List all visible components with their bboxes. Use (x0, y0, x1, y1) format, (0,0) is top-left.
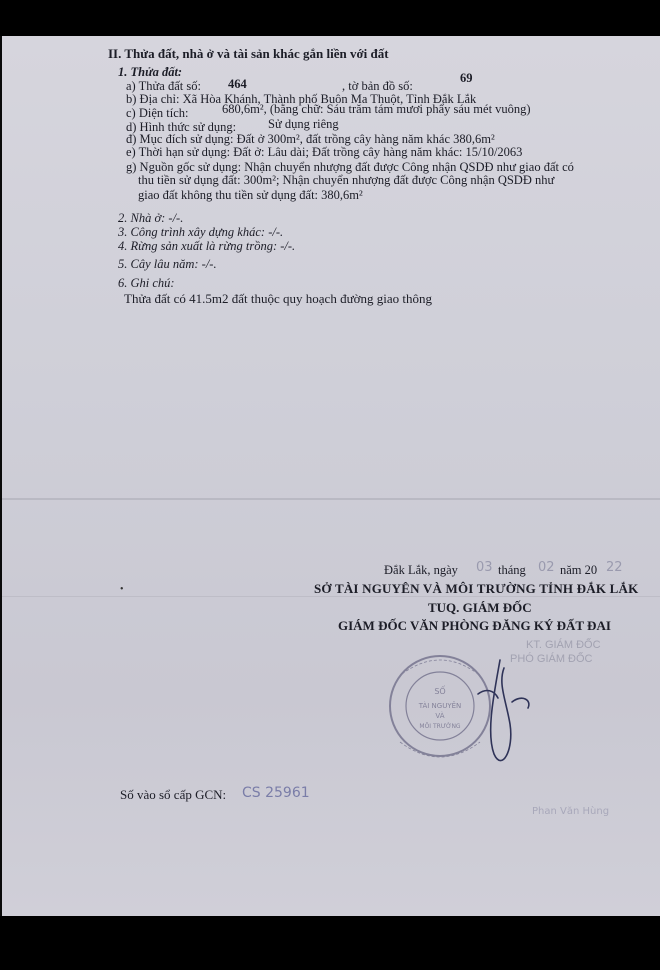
forest-item: 4. Rừng sản xuất là rừng trồng: -/-. (118, 239, 296, 253)
notes-text: Thửa đất có 41.5m2 đất thuộc quy hoạch đường giao thông (124, 291, 432, 306)
on-behalf-title: TUQ. GIÁM ĐỐC (428, 600, 532, 615)
parcel-number-value: 464 (228, 77, 247, 91)
usage-term: e) Thời hạn sử dụng: Đất ở: Lâu dài; Đất trồng cây hàng năm khác: 15/10/2063 (126, 145, 523, 159)
register-number-value: CS 25961 (242, 785, 310, 801)
paper-fold-line (2, 498, 660, 500)
faded-signature-name: Phan Văn Hùng (532, 806, 610, 817)
parcel-address: b) Địa chỉ: Xã Hòa Khánh, Thành phố Buôn Ma Thuột, Tỉnh Đắk Lắk (126, 92, 477, 106)
usage-origin-line-3: giao đất không thu tiền sử dụng đất: 380,6m² (138, 188, 363, 202)
top-dark-border (0, 0, 660, 36)
section-title: II. Thửa đất, nhà ở và tài sản khác gắn liền với đất (108, 46, 389, 61)
svg-text:SỐ: SỐ (434, 687, 446, 696)
svg-text:TÀI NGUYÊN: TÀI NGUYÊN (418, 702, 462, 710)
official-stamp-and-signature (382, 654, 652, 824)
map-sheet-value: 69 (460, 71, 473, 85)
department-name: SỞ TÀI NGUYÊN VÀ MÔI TRƯỜNG TỈNH ĐẮK LẮK (314, 581, 639, 596)
svg-text:MÔI TRƯỜNG: MÔI TRƯỜNG (419, 723, 461, 730)
signing-year: 22 (606, 560, 623, 575)
parcel-number-label: a) Thửa đất số: (126, 79, 201, 93)
register-number-label: Số vào sổ cấp GCN: (120, 787, 227, 802)
usage-origin-line-2: thu tiền sử dụng đất: 300m²; Nhận chuyển nhượng đất được Công nhận QSDĐ như (138, 173, 555, 187)
signing-year-label: năm 20 (560, 563, 598, 577)
notes-heading: 6. Ghi chú: (118, 276, 175, 290)
map-sheet-label: , tờ bản đồ số: (342, 79, 413, 93)
round-stamp (390, 656, 490, 757)
certificate-page (2, 36, 660, 916)
signing-month: 02 (538, 560, 555, 575)
handwritten-signature (478, 660, 529, 761)
usage-form-label: d) Hình thức sử dụng: (126, 120, 237, 134)
usage-form-value: Sử dụng riêng (268, 117, 339, 131)
office-director-title: GIÁM ĐỐC VĂN PHÒNG ĐĂNG KÝ ĐẤT ĐAI (338, 618, 611, 633)
parcel-area-label: c) Diện tích: (126, 106, 189, 120)
faded-title-text-2: PHÓ GIÁM ĐỐC (510, 653, 593, 665)
paper-fold-line-2 (2, 596, 660, 597)
svg-text:VÀ: VÀ (435, 712, 445, 720)
signing-month-label: tháng (498, 563, 526, 577)
signing-date-prefix: Đắk Lắk, ngày (384, 563, 458, 577)
signing-date-day: 03 (476, 560, 493, 575)
parcel-area-value: 680,6m², (bằng chữ: Sáu trăm tám mươi phẩy sáu mét vuông) (222, 102, 531, 116)
bottom-dark-border (0, 916, 660, 970)
faded-title-text: KT. GIÁM ĐỐC (526, 639, 601, 651)
usage-purpose: đ) Mục đích sử dụng: Đất ở 300m², đất trồng cây hàng năm khác 380,6m² (126, 132, 495, 146)
house-item: 2. Nhà ở: -/-. (118, 211, 184, 225)
parcel-heading: 1. Thửa đất: (118, 65, 183, 79)
perennial-trees-item: 5. Cây lâu năm: -/-. (118, 257, 217, 271)
paper-speck: • (120, 584, 124, 595)
usage-origin-line-1: g) Nguồn gốc sử dụng: Nhận chuyển nhượng đất được Công nhận QSDĐ như giao đất có (126, 160, 574, 174)
construction-item: 3. Công trình xây dựng khác: -/-. (118, 225, 284, 239)
